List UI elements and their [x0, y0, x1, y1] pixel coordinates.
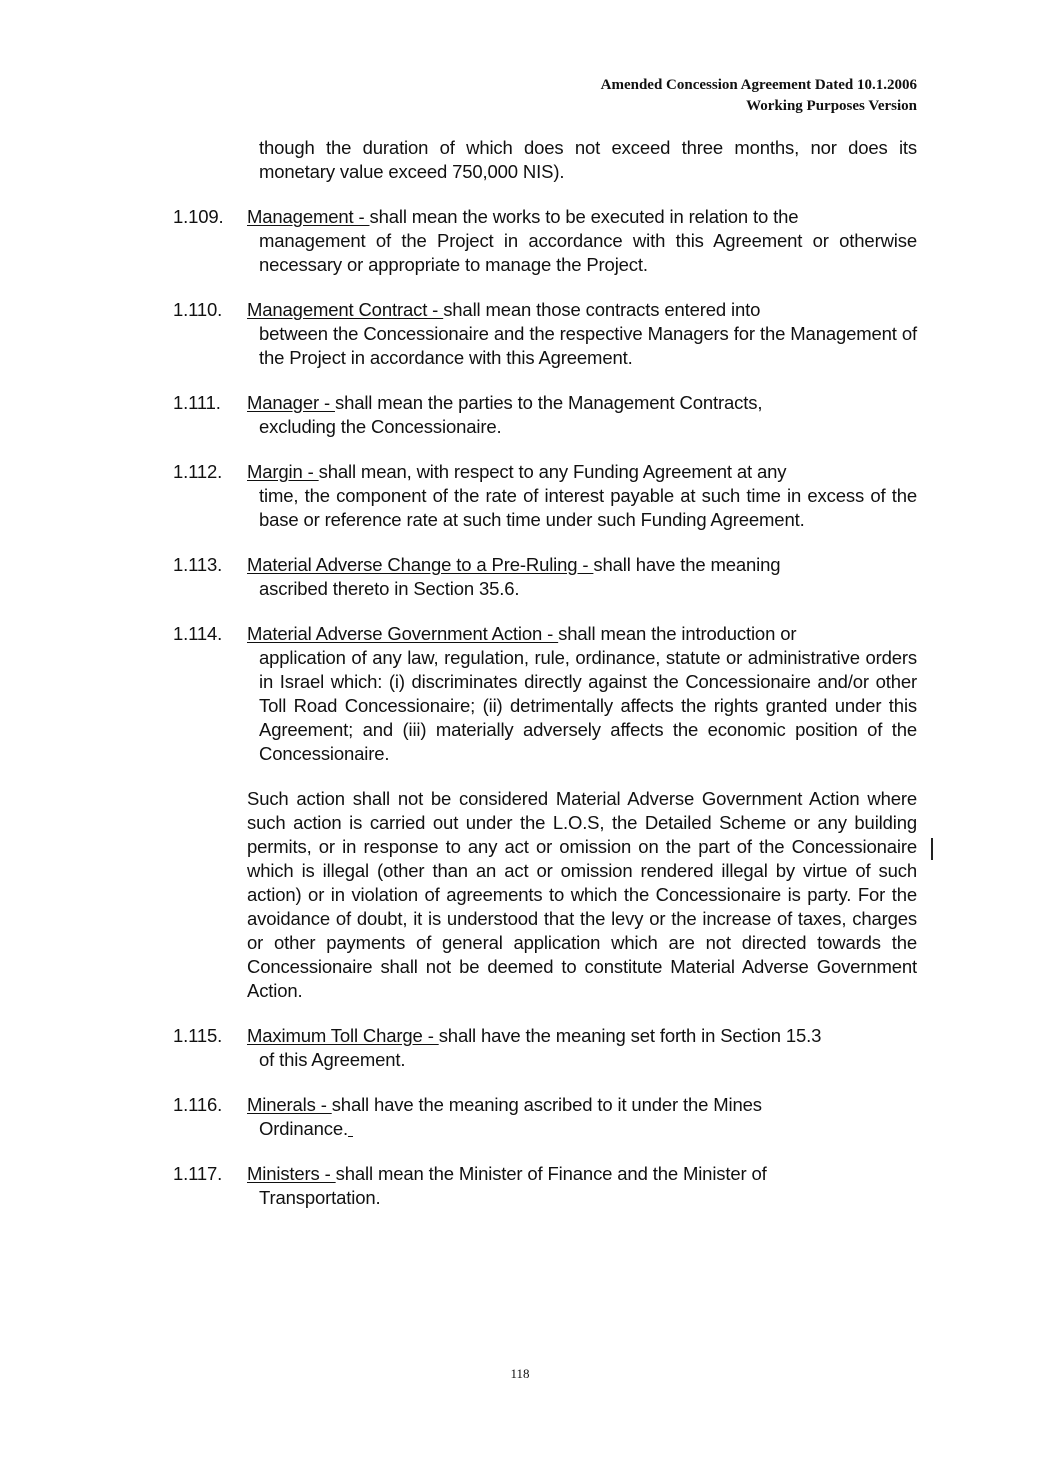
header-title: Amended Concession Agreement Dated 10.1.2006: [600, 77, 917, 93]
defined-term: Maximum Toll Charge -: [247, 1025, 439, 1046]
definition-1-114: [173, 622, 917, 766]
definition-text: time, the component of the rate of interest payable at such time in excess of the base or reference rate at such time under such Funding Agreement.: [259, 485, 917, 530]
definition-number: 1.109.: [173, 206, 224, 227]
definition-1-109: [173, 205, 917, 277]
definition-number: 1.115.: [173, 1025, 223, 1046]
defined-term: Ministers -: [247, 1163, 336, 1184]
page-number: 118: [510, 1366, 530, 1381]
definition-text: management of the Project in accordance with this Agreement or otherwise necessary or appropriate to manage the Project.: [259, 230, 917, 275]
document-body: [173, 136, 917, 1210]
definition-first-line: shall mean the introduction or: [558, 623, 797, 644]
document-header: [601, 75, 917, 117]
definition-1-115: [173, 1024, 917, 1072]
definition-1-110: [173, 298, 917, 370]
defined-term: Management -: [247, 206, 370, 227]
defined-term: Management Contract -: [247, 299, 444, 320]
definition-text: excluding the Concessionaire.: [259, 416, 502, 437]
definition-first-line: shall mean the Minister of Finance and the Minister of: [335, 1163, 767, 1184]
trailing-underline: [348, 1118, 353, 1139]
definition-first-line: shall have the meaning ascribed to it under the Mines: [331, 1094, 762, 1115]
continuation-text: though the duration of which does not exceed three months, nor does its monetary value exceed 750,000 NIS).: [259, 137, 917, 182]
definition-1-113: [173, 553, 917, 601]
definition-1-116: [173, 1093, 917, 1141]
defined-term: Manager -: [247, 392, 335, 413]
definition-number: 1.112.: [173, 461, 223, 482]
definition-number: 1.116.: [173, 1094, 223, 1115]
defined-term: Margin -: [247, 461, 319, 482]
definition-1-111: [173, 391, 917, 439]
revision-change-bar: [931, 838, 933, 860]
definition-text: between the Concessionaire and the respective Managers for the Management of the Project in accordance with this Agreement.: [259, 323, 917, 368]
definition-number: 1.114.: [173, 623, 223, 644]
definition-text: of this Agreement.: [259, 1049, 406, 1070]
definition-1-112: [173, 460, 917, 532]
header-version: Working Purposes Version: [746, 98, 917, 114]
definition-text: Transportation.: [259, 1187, 381, 1208]
defined-term: Material Adverse Government Action -: [247, 623, 559, 644]
defined-term: Minerals -: [247, 1094, 332, 1115]
definition-1-117: [173, 1162, 917, 1210]
definition-number: 1.110.: [173, 299, 223, 320]
definition-number: 1.113.: [173, 554, 223, 575]
definition-number: 1.117.: [173, 1163, 223, 1184]
definition-text: Ordinance.: [259, 1118, 348, 1139]
definition-1-114-exception-paragraph: Such action shall not be considered Material Adverse Government Action where such action is carried out under the L.O.S, the Detailed Scheme or any building permits, or in response to any act or omission on the part of the Concessionaire which is illegal (other than an act or omission rendered illegal by virtue of such action) or in violation of agreements to which the Concessionaire is party. For the avoidance of doubt, it is understood that the levy or the increase of taxes, charges or other payments of general application which are not directed towards the Concessionaire shall not be deemed to constitute Material Adverse Government Action.: [247, 788, 917, 1001]
definition-first-line: shall mean the parties to the Management Contracts,: [334, 392, 763, 413]
definition-first-line: shall mean those contracts entered into: [443, 299, 761, 320]
definition-first-line: shall mean, with respect to any Funding Agreement at any: [318, 461, 787, 482]
definition-text: ascribed thereto in Section 35.6.: [259, 578, 520, 599]
definition-first-line: shall have the meaning set forth in Section 15.3: [438, 1025, 822, 1046]
definition-first-line: shall mean the works to be executed in relation to the: [369, 206, 799, 227]
definition-text: application of any law, regulation, rule, ordinance, statute or administrative orders in Israel which: (i) discriminates directly against the Concessionaire and/or other Toll Road Concessionaire; (ii) detrimentally affects the rights granted under this Agreement; and (iii) materially adversely affects the economic position of the Concessionaire.: [259, 647, 917, 764]
definition-number: 1.111.: [173, 392, 221, 413]
defined-term: Material Adverse Change to a Pre-Ruling -: [247, 554, 594, 575]
definition-first-line: shall have the meaning: [593, 554, 781, 575]
